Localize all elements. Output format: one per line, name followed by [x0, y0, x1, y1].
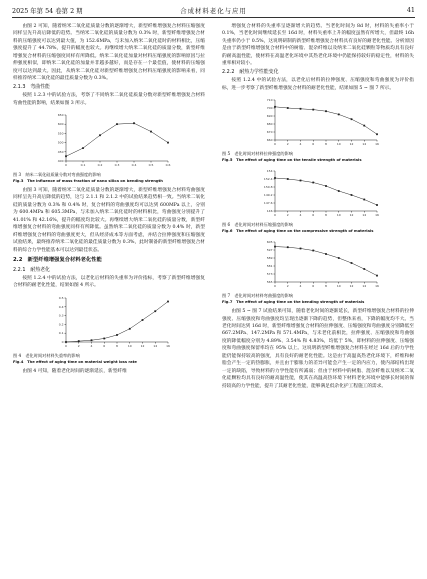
data-point	[142, 319, 144, 321]
data-point	[338, 190, 340, 192]
data-point	[338, 257, 340, 259]
x-tick-label: 0.4	[131, 162, 137, 167]
x-tick-label: 4	[299, 213, 302, 218]
data-point	[287, 178, 289, 180]
right-column	[222, 23, 414, 390]
figure-caption: 图 7 老化时间对材料弯曲强度的影响	[222, 293, 293, 299]
figure-caption: 图 3 纳米二氧化硅质量分数对弯曲强度的影响	[13, 171, 101, 177]
x-tick-label: 4	[299, 284, 302, 289]
data-point	[82, 147, 84, 149]
x-tick-label: 14	[153, 343, 158, 348]
chart-fig3	[44, 110, 174, 172]
figure-caption-en: Fig.4 The effect of aging time on material weight loss rate	[13, 359, 137, 364]
data-point	[363, 125, 365, 127]
x-tick-label: 12	[349, 284, 354, 289]
y-tick-label: 500	[57, 140, 64, 145]
y-tick-label: 149.2	[263, 193, 273, 198]
y-tick-label: 0	[61, 339, 64, 344]
x-tick-label: 10	[336, 284, 341, 289]
x-tick-label: 6	[312, 284, 315, 289]
x-tick-label: 12	[349, 142, 354, 147]
x-tick-label: 0	[274, 284, 276, 289]
chart-fig7	[253, 237, 383, 293]
y-tick-label: 152.4	[263, 177, 273, 182]
data-point	[133, 122, 135, 124]
data-point	[99, 134, 101, 136]
data-point	[325, 185, 327, 187]
x-tick-label: 0.1	[80, 162, 86, 167]
paragraph: 增强复合材料的失重率呈逐渐增大的趋势。当老化时间为 8d 时，材料的失重率小于 0.1%，当老化时间继续延长至 16d 时，材料失重率上升的幅度虽然有所增大，但最终 16h 失重率仍小于 0.5%，这说明研制的新型纤维增强复合材料具有良好的耐老化性能。分析原因是由于新型纤维增强复合材料中的树脂、混杂纤维以及纳米二氧化硅颗粒等物质均具有良好的耐高温性能，使材料在高温老化环境中其热老化环境中仍能保持较好的稳定性，材料的失重率相对较小。	[222, 24, 414, 67]
data-point	[150, 131, 152, 133]
y-tick-label: 565	[266, 280, 273, 285]
x-tick-label: 14	[362, 142, 367, 147]
y-tick-label: 660	[266, 138, 273, 143]
data-point	[274, 106, 276, 108]
data-point	[78, 340, 80, 342]
x-tick-label: 6	[312, 142, 315, 147]
y-tick-label: 690	[266, 114, 273, 119]
x-tick-label: 10	[336, 213, 341, 218]
paragraph: 由图 3 可知，随着纳米二氧化硅质量分数的逐渐增大，新型纤维增强复合材料弯曲强度同样呈先升高后降低的趋势，这与 2.1.1 和 2.1.2 中的试验结果趋势相一致。当纳米二氧化硅的质量分数为 0.3% 和 0.4% 时，复合材料的弯曲强度均可以达到 600MPa 以上，分别为 600.4MPa 和 605.3MPa，与未加入纳米二氧化硅时的材料相比，弯曲强度分别提升了 41.01% 和 42.16%，提升的幅度均比较大。再继续增大纳米二氧化硅的质量分数，新型纤维增强复合材料的弯曲强度同样有所降低。虽然纳米二氧化硅的质量分数为 0.4% 时，新型纤维增强复合材料的弯曲强度更大，但从经济成本等方面考虑，并结合拉伸强度和压缩强度试验结果，最终推荐纳米二氧化硅的最佳质量分数为 0.3%，此时制备的新型纤维增强复合材料的综合力学性能基本可以达到最佳状态。	[13, 187, 205, 253]
x-tick-label: 0.5	[148, 162, 154, 167]
data-point	[363, 268, 365, 270]
y-tick-label: 573	[266, 272, 273, 277]
section-heading: 2.2.1 耐热老化	[13, 266, 50, 273]
series-line	[66, 301, 168, 341]
data-point	[154, 310, 156, 312]
paragraph: 按照 1.2.4 中的试验方法，以老化后材料的失重率为评价指标，考察了新型纤维增强复合材料的耐老化性能，结果如图 4 所示。	[13, 275, 205, 289]
paragraph: 由图 4 可知，随着老化时间的逐渐延长，新型纤维	[22, 368, 127, 374]
x-tick-label: 8	[325, 142, 327, 147]
x-tick-label: 8	[325, 284, 327, 289]
paragraph: 由图 5 ~ 图 7 试验结果可知，随着老化时间的逐渐延长，新型纤维增强复合材料的拉伸强度、压缩强度和弯曲强度均呈现出逐渐下降的趋势，但整体来看，下降的幅度均不大。当老化时间达到 16d 时，新型纤维增强复合材料的拉伸强度、压缩强度和弯曲强度分别降低至 667.2MPa、147.2MPa 和 571.4MPa，与未老化前相比，拉伸强度、压缩强度和弯曲强度的降低幅度分别为 4.89%、3.54% 和 4.83%，均低于 5%，即材料的拉伸强度、压缩强度和弯曲强度保留率均在 95% 以上。这说明新型纤维增强复合材料在经过 16d 后的力学性能仍能保持较高的强度，具有良好的耐老化性能。这是由于高温高热老化环境下，纤维和树脂会产生一定的热膨胀，并且由于膨胀力的差异可能会产生一定的内应力，使内部结构出现一定的缺陷，导致材料的力学性能有所减弱；但由于材料中的树脂、混杂纤维以及纳米二氧化硅颗粒均具有良好的耐高温性能，使其在高温高热环境下材料老化环境中能够长时间的保持较高的力学性能，提升了其耐老化性能，能够满足低杂化护工程施工的需求。	[222, 309, 414, 389]
data-point	[116, 334, 118, 336]
x-tick-label: 4	[90, 343, 93, 348]
x-tick-label: 16	[375, 142, 379, 147]
chart-fig6	[253, 166, 383, 222]
x-tick-label: 2	[77, 343, 80, 348]
page-number: 41	[406, 6, 415, 14]
data-point	[287, 246, 289, 248]
data-point	[325, 253, 327, 255]
x-tick-label: 8	[325, 213, 327, 218]
journal-title: 合成材料老化与应用	[180, 7, 247, 15]
x-tick-label: 0	[274, 142, 276, 147]
x-tick-label: 10	[127, 343, 132, 348]
x-tick-label: 10	[336, 142, 341, 147]
x-tick-label: 2	[286, 142, 289, 147]
y-tick-label: 670	[266, 130, 273, 135]
x-tick-label: 0	[65, 343, 67, 348]
figure-6	[222, 166, 414, 234]
axis-frame	[66, 115, 168, 161]
y-tick-label: 0.4	[58, 304, 64, 309]
x-tick-label: 6	[103, 343, 106, 348]
data-point	[376, 275, 378, 277]
data-point	[274, 246, 276, 248]
x-tick-label: 16	[375, 284, 379, 289]
data-point	[351, 118, 353, 120]
figure-3	[13, 110, 205, 184]
data-point	[116, 123, 118, 125]
y-tick-label: 154	[266, 169, 273, 174]
journal-issue: 2025 年第 54 卷第 2 期	[12, 7, 83, 15]
y-tick-label: 597	[266, 248, 273, 253]
figure-caption-en: Fig.5 The effect of aging time on the tensile strength of materials	[222, 158, 362, 163]
figure-7	[222, 237, 414, 305]
y-tick-label: 581	[266, 264, 273, 269]
x-tick-label: 0	[65, 162, 67, 167]
data-point	[65, 155, 67, 157]
data-point	[129, 328, 131, 330]
series-line	[275, 247, 377, 276]
y-tick-label: 605	[266, 240, 273, 245]
x-tick-label: 0.2	[97, 162, 103, 167]
x-tick-label: 16	[375, 213, 379, 218]
data-point	[325, 110, 327, 112]
y-tick-label: 400	[57, 158, 64, 163]
series-line	[66, 123, 168, 156]
x-tick-label: 0.6	[165, 162, 171, 167]
section-heading: 2.2 新型纤维增强复合材料老化性能	[13, 257, 102, 264]
data-point	[167, 300, 169, 302]
y-tick-label: 150.8	[263, 185, 273, 190]
axis-frame	[275, 171, 377, 211]
data-point	[351, 194, 353, 196]
data-point	[312, 109, 314, 111]
figure-caption-en: Fig.6 The effect of aging time on the compressive strength of materials	[222, 229, 374, 234]
axis-frame	[275, 242, 377, 282]
figure-4	[13, 293, 205, 365]
series-line	[275, 178, 377, 205]
figure-5	[222, 95, 414, 163]
data-point	[300, 248, 302, 250]
y-tick-label: 0.5	[58, 295, 64, 300]
data-point	[65, 341, 67, 343]
paragraph: 按照 1.2.4 中的试验方法，以老化后材料的拉伸强度、压缩强度和弯曲强度为评价指标，进一步考察了新型纤维增强复合材料的耐老化性能，结果如图 5 ~ 图 7 所示。	[222, 78, 414, 91]
y-tick-label: 710	[266, 98, 273, 103]
y-tick-label: 550	[57, 131, 64, 136]
x-tick-label: 6	[312, 213, 315, 218]
y-tick-label: 589	[266, 256, 273, 261]
data-point	[300, 180, 302, 182]
data-point	[167, 142, 169, 144]
y-tick-label: 700	[266, 106, 273, 111]
data-point	[312, 182, 314, 184]
left-column	[13, 23, 205, 375]
paragraph: 按照 1.2.3 中的试验方法，考察了不同纳米二氧化硅质量分数对新型纤维增强复合材料弯曲性能的影响，结果如图 3 所示。	[13, 93, 205, 106]
data-point	[274, 177, 276, 179]
y-tick-label: 680	[266, 122, 273, 127]
y-tick-label: 146	[266, 209, 273, 214]
page-header	[12, 5, 415, 18]
figure-caption: 图 5 老化时间对材料拉伸强度的影响	[222, 151, 293, 157]
chart-fig5	[253, 95, 383, 151]
y-tick-label: 0.3	[58, 313, 64, 318]
figure-caption-en: Fig.7 The effect of aging time on the bending strength of materials	[222, 300, 365, 305]
data-point	[376, 204, 378, 206]
x-tick-label: 2	[286, 213, 289, 218]
data-point	[338, 114, 340, 116]
x-tick-label: 2	[286, 284, 289, 289]
x-tick-label: 0.3	[114, 162, 120, 167]
paragraph: 由图 2 可知，随着纳米二氧化硅质量分数的逐渐增大，新型纤维增强复合材料压缩强度同样呈先升高后降低的趋势。当纳米二氧化硅的质量分数为 0.3% 时，新型纤维增强复合材料的压缩强度可以达到最大值，为 152.6MPa，与未加入纳米二氧化硅时的材料相比，压缩强度提升了 44.78%，提升的幅度也较大。再继续增大纳米二氧化硅的质量分数，新型纤维增强复合材料的压缩强度同样有所降低。纳米二氧化硅加量对材料压缩强度的影响原因与拉伸强度相似，即纳米二氧化硅的加量并非越多越好，而是存在一个最佳值，使材料的压缩强度可以达到最大。因此，从纳米二氧化硅对新型纤维增强复合材料压缩强度的影响来看，同样推荐纳米二氧化硅的最佳质量分数为 0.3%。	[13, 24, 205, 82]
figure-caption: 图 4 老化时间对材料失重率的影响	[13, 352, 80, 358]
chart-fig4	[44, 293, 174, 353]
x-tick-label: 0	[274, 213, 276, 218]
data-point	[312, 250, 314, 252]
data-point	[363, 199, 365, 201]
x-tick-label: 12	[140, 343, 145, 348]
y-tick-label: 450	[57, 149, 64, 154]
figure-caption: 图 6 老化时间对材料压缩强度的影响	[222, 222, 293, 228]
axis-frame	[275, 100, 377, 140]
x-tick-label: 4	[299, 142, 302, 147]
x-tick-label: 16	[166, 343, 170, 348]
y-tick-label: 147.6	[263, 201, 273, 206]
data-point	[300, 108, 302, 110]
data-point	[376, 133, 378, 135]
data-point	[287, 107, 289, 109]
x-tick-label: 14	[362, 284, 367, 289]
figure-caption-en: Fig.3 The influence of mass fraction of nano silica on bending strength	[13, 178, 163, 183]
x-tick-label: 14	[362, 213, 367, 218]
data-point	[103, 337, 105, 339]
section-heading: 2.2.2 耐热力学性能变化	[222, 68, 279, 75]
y-tick-label: 650	[57, 112, 64, 117]
x-tick-label: 8	[116, 343, 118, 348]
y-tick-label: 600	[57, 122, 64, 127]
data-point	[91, 339, 93, 341]
data-point	[351, 262, 353, 264]
y-tick-label: 0.1	[58, 331, 64, 336]
x-tick-label: 12	[349, 213, 354, 218]
section-heading: 2.1.3 弯曲性能	[13, 83, 50, 90]
y-tick-label: 0.2	[58, 322, 64, 327]
